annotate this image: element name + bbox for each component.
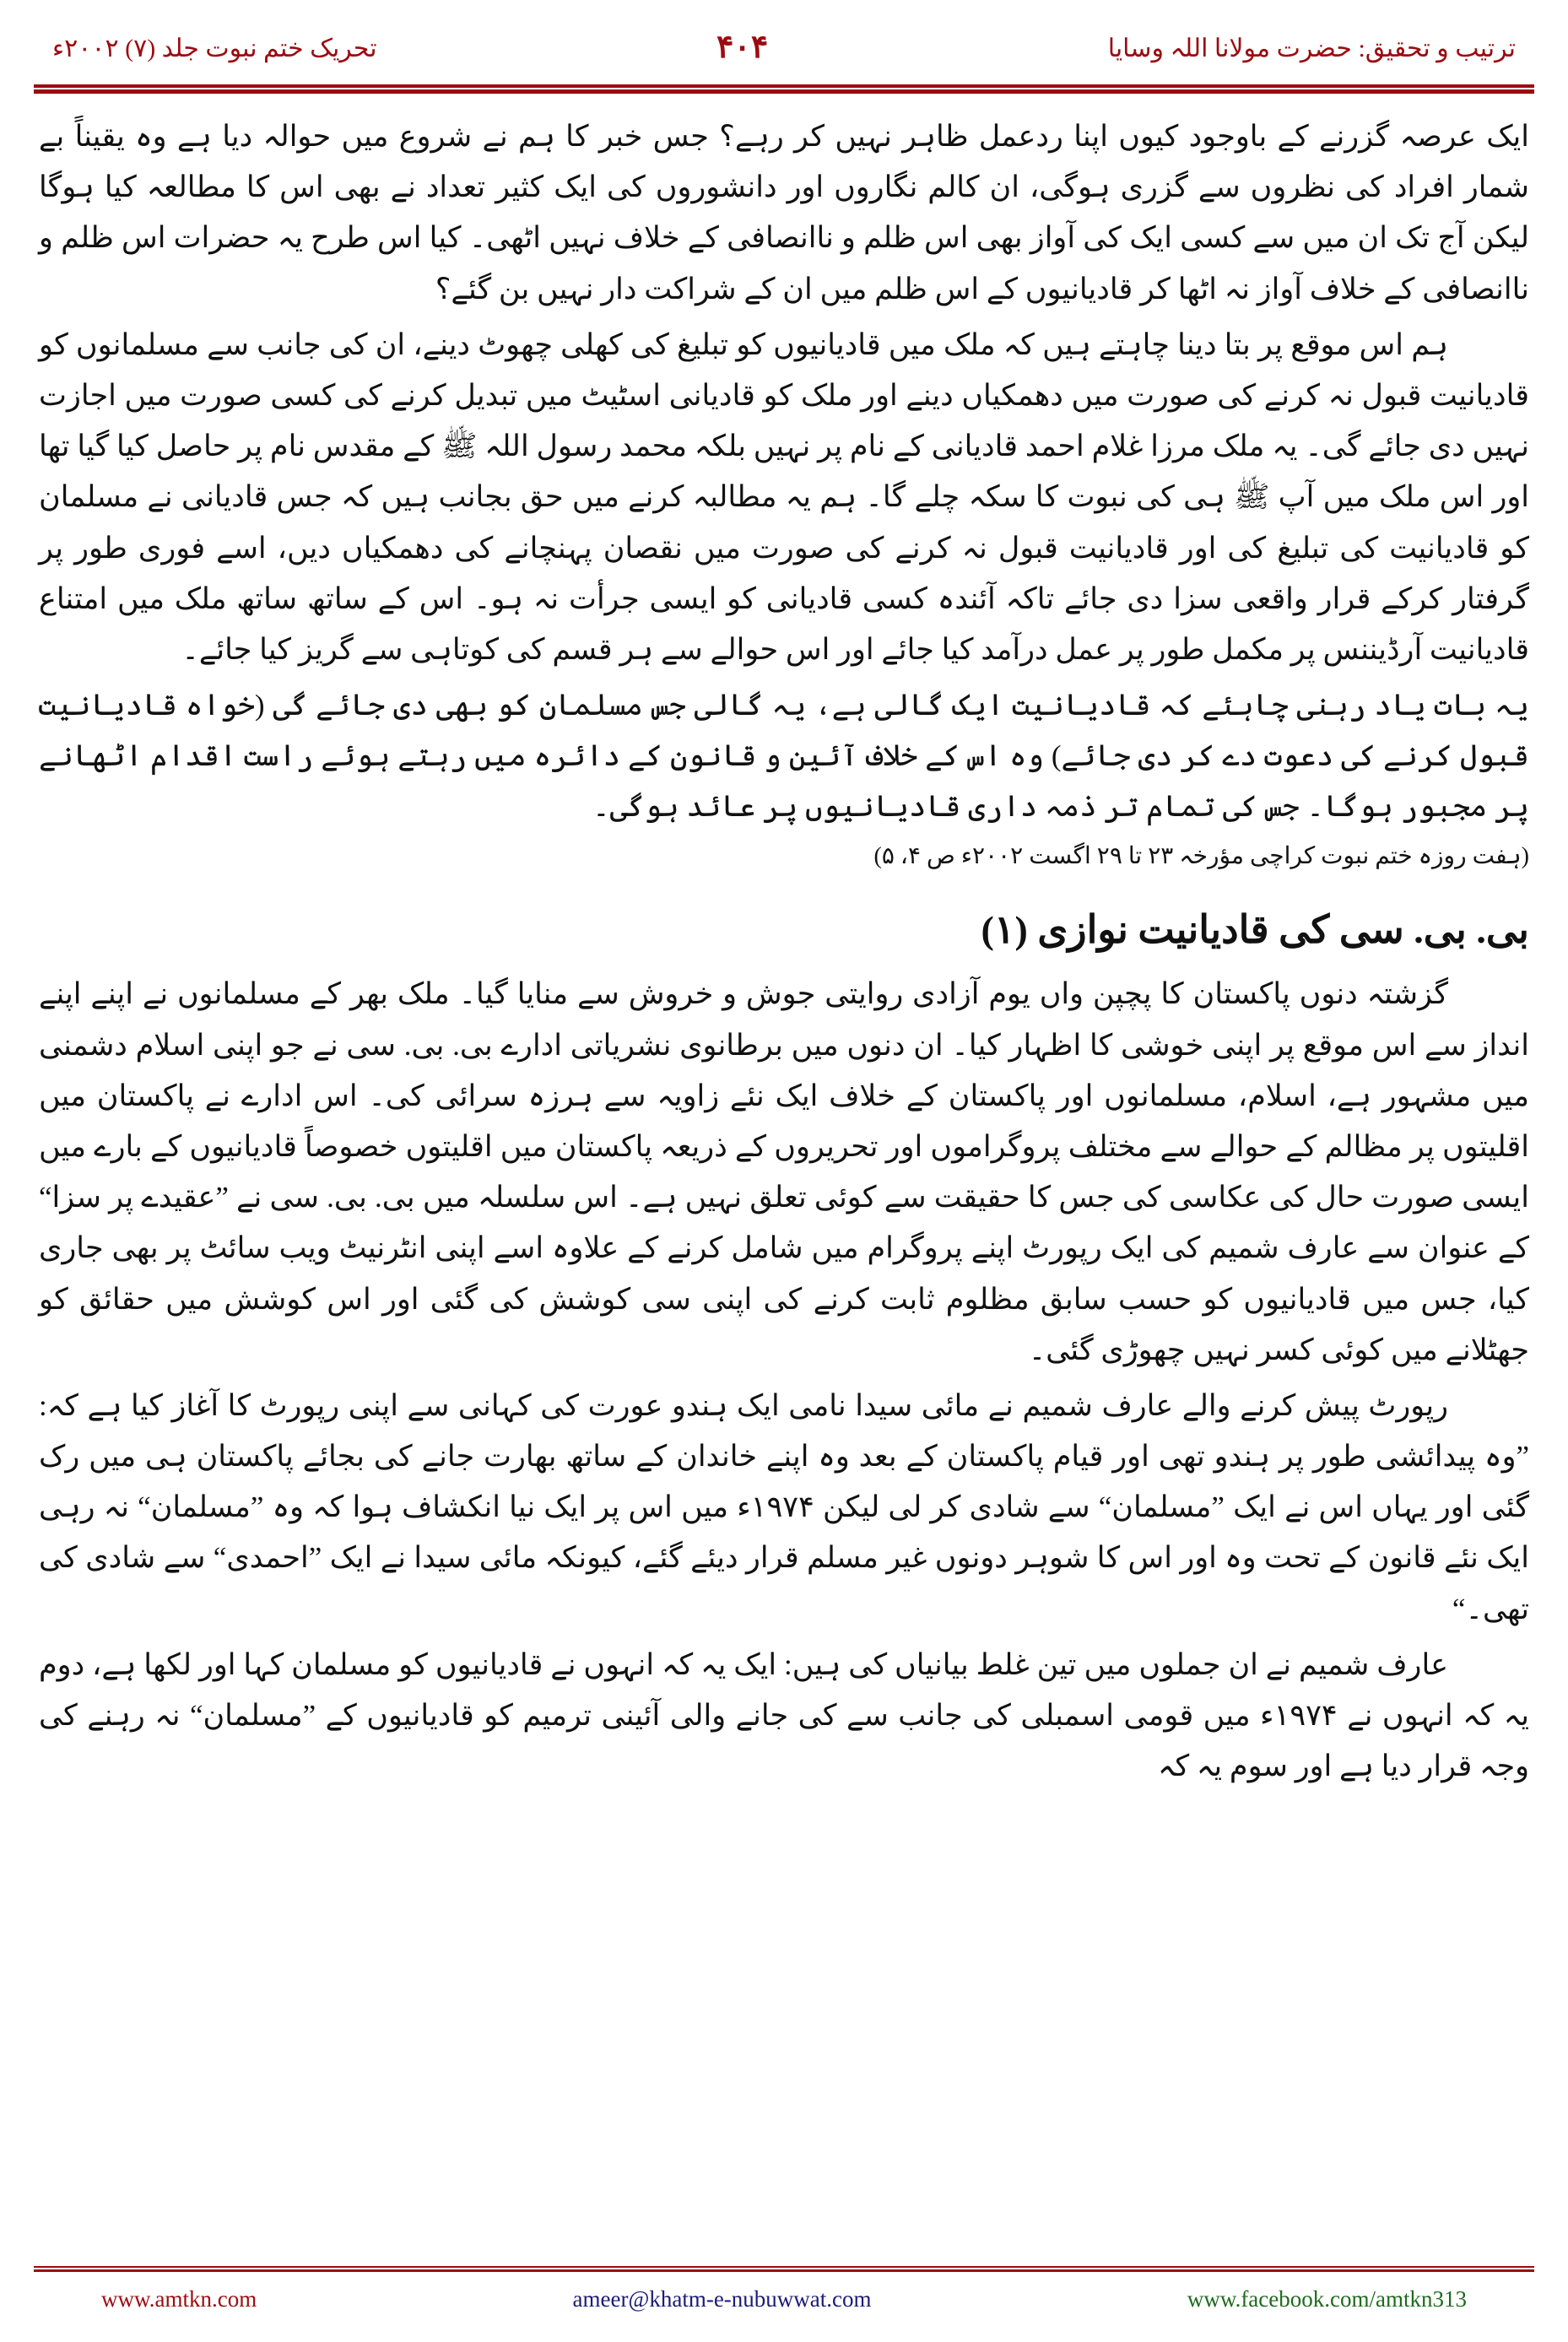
header-row — [0, 0, 1568, 78]
header-divider — [34, 84, 1534, 94]
header-book-title: تحریک ختم نبوت جلد (۷) ۲۰۰۲ء — [52, 34, 377, 62]
page-body — [39, 111, 1529, 2221]
footer-divider — [34, 2266, 1534, 2272]
page-header — [0, 0, 1568, 95]
body-paragraph-1: ایک عرصہ گزرنے کے باوجود کیوں اپنا ردعمل ظاہر نہیں کر رہے؟ جس خبر کا ہم نے شروع میں حوالہ دیا ہے وہ یقیناً بے شمار افراد کی نظروں سے گزری ہوگی، ان کالم نگاروں اور دانشوروں کی ایک کثیر تعداد نے بھی اس کا مطالعہ کیا ہوگا لیکن آج تک ان میں سے کسی ایک کی آواز بھی اس ظلم و ناانصافی کے خلاف نہیں اٹھی۔ کیا اس طرح یہ حضرات اس ظلم و ناانصافی کے خلاف آواز نہ اٹھا کر قادیانیوں کے اس ظلم میں ان کے شراکت دار نہیں بن گئے؟ — [39, 120, 1529, 306]
source-citation: (ہفت روزہ ختم نبوت کراچی مؤرخہ ۲۳ تا ۲۹ اگست ۲۰۰۲ء ص ۴، ۵) — [873, 842, 1529, 869]
footer-email-link[interactable]: ameer@khatm-e-nubuwwat.com — [572, 2286, 872, 2312]
body-paragraph-2: ہم اس موقع پر بتا دینا چاہتے ہیں کہ ملک میں قادیانیوں کو تبلیغ کی کھلی چھوٹ دینے، ان کی جانب سے مسلمانوں کو قادیانیت قبول نہ کرنے کی صورت میں دھمکیاں دینے اور ملک کو قادیانی اسٹیٹ میں تبدیل کرنے کی کسی صورت میں اجازت نہیں دی جائے گی۔ یہ ملک مرزا غلام احمد قادیانی کے نام پر نہیں بلکہ محمد رسول اللہ ﷺ کے مقدس نام پر حاصل کیا گیا تھا اور اس ملک میں آپ ﷺ ہی کی نبوت کا سکہ چلے گا۔ ہم یہ مطالبہ کرنے میں حق بجانب ہیں کہ جس قادیانی نے مسلمان کو قادیانیت کی تبلیغ کی اور قادیانیت قبول نہ کرنے کی صورت میں نقصان پہنچانے کی دھمکیاں دیں، اسے فوری طور پر گرفتار کرکے قرار واقعی سزا دی جائے تاکہ آئندہ کسی قادیانی کو ایسی جرأت نہ ہو۔ اس کے ساتھ ساتھ ملک میں امتناع قادیانیت آرڈیننس پر مکمل طور پر عمل درآمد کیا جائے اور اس حوالے سے ہر قسم کی کوتاہی سے گریز کیا جائے۔ — [39, 327, 1529, 666]
footer-facebook-link[interactable]: www.facebook.com/amtkn313 — [1187, 2286, 1467, 2312]
page-footer — [0, 2258, 1568, 2342]
body-paragraph-6: عارف شمیم نے ان جملوں میں تین غلط بیانیاں کی ہیں: ایک یہ کہ انہوں نے قادیانیوں کو مسلمان کہا اور لکھا ہے، دوم یہ کہ انہوں نے ۱۹۷۴ء میں قومی اسمبلی کی جانب سے کی جانے والی آئینی ترمیم کو قادیانیوں کے ”مسلمان“ نہ رہنے کی وجہ قرار دیا ہے اور سوم یہ کہ — [39, 1647, 1529, 1783]
section-heading: بی. بی. سی کی قادیانیت نوازی (۱) — [981, 908, 1529, 952]
footer-links-row — [0, 2286, 1568, 2312]
header-editor-credit: ترتیب و تحقیق: حضرت مولانا اللہ وسایا — [1107, 34, 1516, 62]
body-paragraph-3: یہ بات یاد رہنی چاہئے کہ قادیانیت ایک گالی ہے، یہ گالی جس مسلمان کو بھی دی جائے گی (خواہ قادیانیت قبول کرنے کی دعوت دے کر دی جائے) وہ اس کے خلاف آئین و قانون کے دائرہ میں رہتے ہوئے راست اقدام اٹھانے پر مجبور ہوگا۔ جس کی تمام تر ذمہ داری قادیانیوں پر عائد ہوگی۔ — [39, 689, 1529, 824]
body-paragraph-5: رپورٹ پیش کرنے والے عارف شمیم نے مائی سیدا نامی ایک ہندو عورت کی کہانی سے اپنی رپورٹ کا آغاز کیا ہے کہ: ”وہ پیدائشی طور پر ہندو تھی اور قیام پاکستان کے بعد وہ اپنے خاندان کے ساتھ بھارت جانے کی بجائے پاکستان ہی میں رک گئی اور یہاں اس نے ایک ”مسلمان“ سے شادی کر لی لیکن ۱۹۷۴ء میں اس پر ایک نیا انکشاف ہوا کہ وہ ”مسلمان“ نہ رہی ایک نئے قانون کے تحت وہ اور اس کا شوہر دونوں غیر مسلم قرار دیئے گئے، کیونکہ مائی سیدا نے ایک ”احمدی“ سے شادی کی تھی۔“ — [39, 1388, 1529, 1625]
footer-website-link[interactable]: www.amtkn.com — [101, 2286, 257, 2312]
body-paragraph-4: گزشتہ دنوں پاکستان کا پچپن واں یوم آزادی روایتی جوش و خروش سے منایا گیا۔ ملک بھر کے مسلمانوں نے اپنے اپنے انداز سے اس موقع پر اپنی خوشی کا اظہار کیا۔ ان دنوں میں برطانوی نشریاتی ادارے بی. بی. سی نے جو اپنی اسلام دشمنی میں مشہور ہے، اسلام، مسلمانوں اور پاکستان کے خلاف ایک نئے زاویہ سے ہرزہ سرائی کی۔ اس ادارے نے پاکستان میں اقلیتوں پر مظالم کے حوالے سے مختلف پروگراموں اور تحریروں کے ذریعہ پاکستان میں اقلیتوں خصوصاً قادیانیوں کے بارے میں ایسی صورت حال کی عکاسی کی جس کا حقیقت سے کوئی تعلق نہیں ہے۔ اس سلسلہ میں بی. بی. سی نے ”عقیدے پر سزا“ کے عنوان سے عارف شمیم کی ایک رپورٹ اپنے پروگرام میں شامل کرنے کے علاوہ اسے اپنی انٹرنیٹ ویب سائٹ پر بھی جاری کیا، جس میں قادیانیوں کو حسب سابق مظلوم ثابت کرنے کی اپنی سی کوشش کی گئی اور اس کوشش میں حقائق کو جھٹلانے میں کوئی کسر نہیں چھوڑی گئی۔ — [39, 977, 1529, 1366]
footer-divider-inner — [34, 2268, 1534, 2269]
header-divider-inner — [34, 88, 1534, 89]
page-number: ۴۰۴ — [716, 30, 769, 66]
